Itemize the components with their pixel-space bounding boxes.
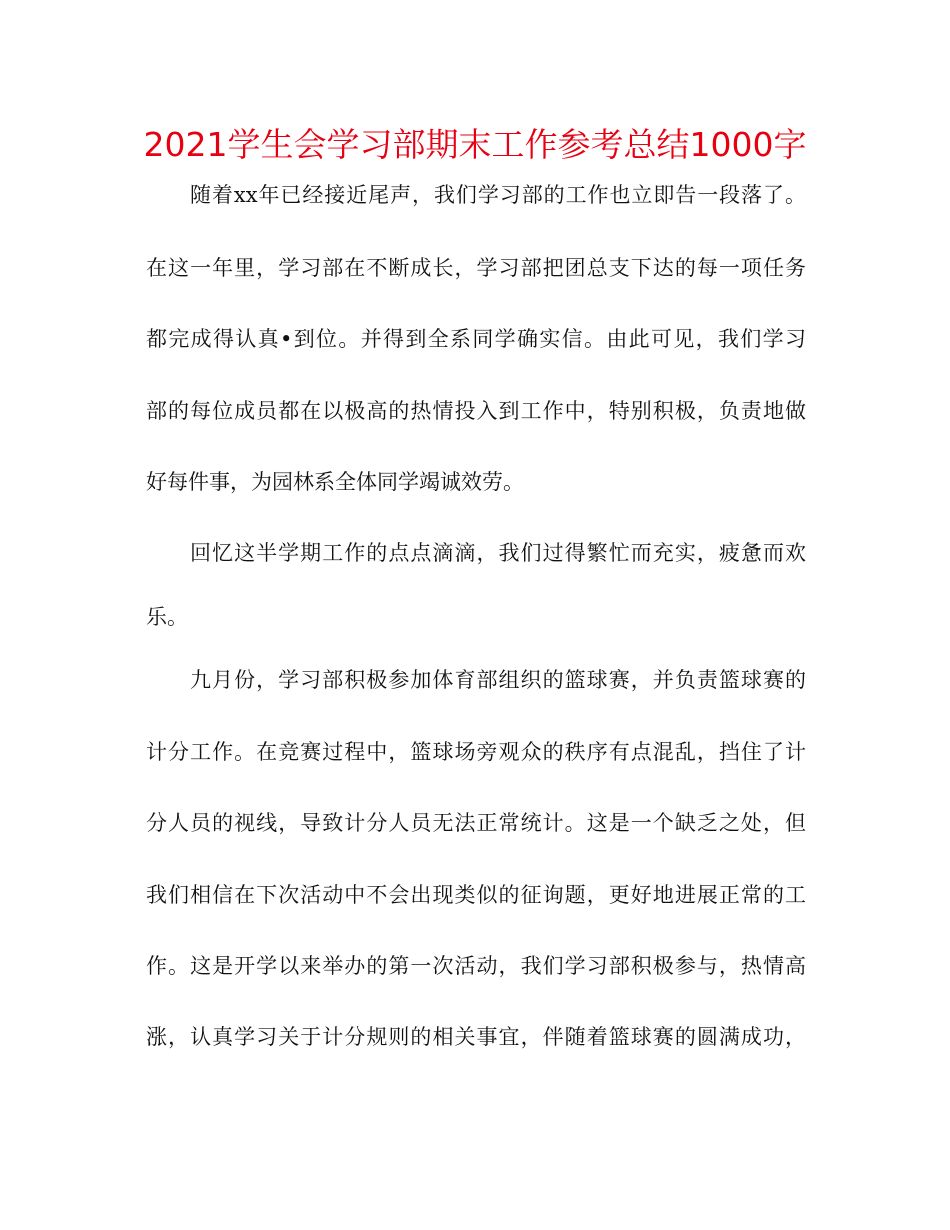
paragraph-line: 都完成得认真•到位。并得到全系同学确实信。由此可见，我们学习: [146, 327, 806, 351]
paragraph-line: 作。这是开学以来举办的第一次活动，我们学习部积极参与，热情高: [146, 954, 806, 978]
paragraph-line: 部的每位成员都在以极高的热情投入到工作中，特别积极，负责地做: [146, 399, 806, 423]
paragraph-line: 在这一年里，学习部在不断成长，学习部把团总支下达的每一项任务: [146, 256, 806, 280]
paragraph-line: 九月份，学习部积极参加体育部组织的篮球赛，并负责篮球赛的: [190, 668, 806, 692]
paragraph-line: 好每件事，为园林系全体同学竭诚效劳。: [146, 470, 524, 494]
paragraph-line: 乐。: [146, 605, 188, 629]
paragraph-line: 计分工作。在竞赛过程中，篮球场旁观众的秩序有点混乱，挡住了计: [146, 740, 806, 764]
paragraph-line: 随着xx年已经接近尾声，我们学习部的工作也立即告一段落了。: [190, 183, 806, 207]
document-title: 2021学生会学习部期末工作参考总结1000字: [143, 125, 807, 164]
paragraph-line: 涨，认真学习关于计分规则的相关事宜，伴随着篮球赛的圆满成功，: [146, 1025, 806, 1049]
paragraph-line: 回忆这半学期工作的点点滴滴，我们过得繁忙而充实，疲惫而欢: [190, 541, 806, 565]
paragraph-line: 分人员的视线，导致计分人员无法正常统计。这是一个缺乏之处，但: [146, 811, 806, 835]
paragraph-line: 我们相信在下次活动中不会出现类似的征询题，更好地进展正常的工: [146, 883, 806, 907]
